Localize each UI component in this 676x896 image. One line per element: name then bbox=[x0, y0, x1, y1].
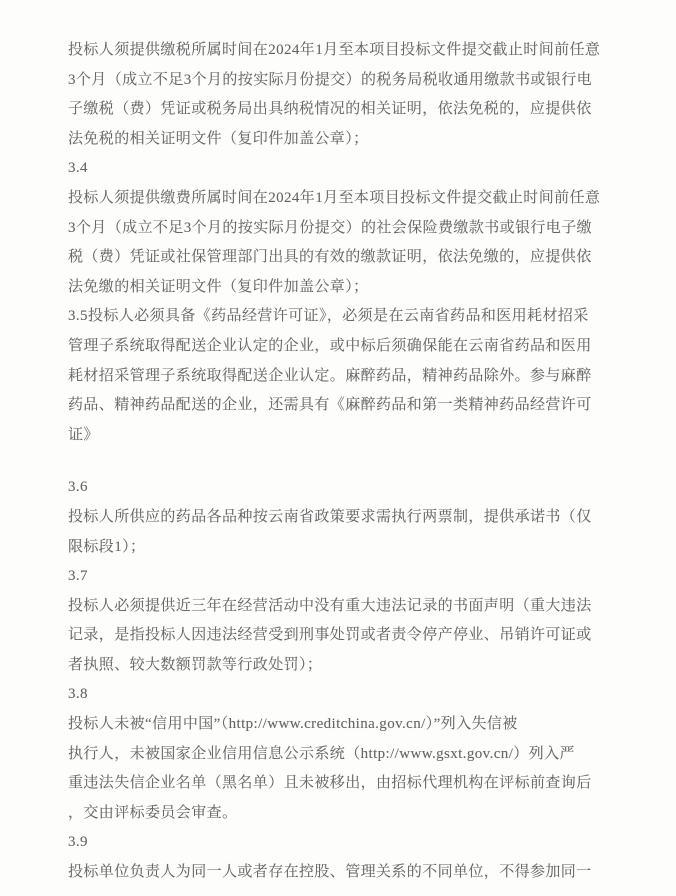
paragraph-3-3-line: 投标人须提供缴税所属时间在2024年1月至本项目投标文件提交截止时间前任意 bbox=[68, 42, 601, 58]
paragraph-3-5-line: 耗材招采管理子系统取得配送企业认定。麻醉药品，精神药品除外。参与麻醉 bbox=[68, 367, 592, 384]
paragraph-3-4-line: 3个月（成立不足3个月的按实际月份提交）的社会保险费缴款书或银行电子缴 bbox=[68, 219, 593, 236]
paragraph-3-8-line: 执行人，未被国家企业信用信息公示系统（http://www.gsxt.gov.cn/）列入严 bbox=[68, 745, 575, 762]
section-number-3-6: 3.6 bbox=[68, 479, 88, 496]
paragraph-3-3-line: 子缴税（费）凭证或税务局出具纳税情况的相关证明，依法免税的，应提供依 bbox=[68, 101, 592, 118]
paragraph-3-7-line: 记录，是指投标人因违法经营受到刑事处罚或者责令停产停业、吊销许可证或 bbox=[68, 627, 592, 644]
paragraph-3-8-line: ，交由评标委员会审查。 bbox=[68, 804, 238, 821]
paragraph-3-4-line: 税（费）凭证或社保管理部门出具的有效的缴款证明，依法免缴的，应提供依 bbox=[68, 249, 592, 266]
paragraph-3-5-line: 证》 bbox=[68, 426, 99, 443]
section-number-3-8: 3.8 bbox=[68, 686, 88, 703]
paragraph-3-8-line: 投标人未被“信用中国”（http://www.creditchina.gov.cn/）”列入失信被 bbox=[68, 716, 518, 733]
paragraph-3-5-line: 药品、精神药品配送的企业，还需具有《麻醉药品和第一类精神药品经营许可 bbox=[68, 397, 592, 414]
section-number-3-9: 3.9 bbox=[68, 834, 88, 851]
paragraph-3-5-line: 3.5投标人必须具备《药品经营许可证》，必须是在云南省药品和医用耗材招采 bbox=[68, 308, 589, 325]
paragraph-3-6-line: 投标人所供应的药品各品种按云南省政策要求需执行两票制，提供承诺书（仅 bbox=[68, 508, 592, 525]
paragraph-3-3-line: 法免税的相关证明文件（复印件加盖公章）； bbox=[68, 130, 369, 147]
paragraph-3-3-line: 3个月（成立不足3个月的按实际月份提交）的税务局税收通用缴款书或银行电 bbox=[68, 71, 593, 88]
section-number-3-7: 3.7 bbox=[68, 568, 88, 585]
paragraph-3-4-line: 投标人须提供缴费所属时间在2024年1月至本项目投标文件提交截止时间前任意 bbox=[68, 189, 601, 206]
blank-line bbox=[68, 450, 613, 473]
paragraph-3-7-line: 者执照、较大数额罚款等行政处罚）； bbox=[68, 656, 323, 673]
paragraph-3-9-line: 投标单位负责人为同一人或者存在控股、管理关系的不同单位，不得参加同一 bbox=[68, 864, 592, 881]
paragraph-3-4-line: 法免缴的相关证明文件（复印件加盖公章）； bbox=[68, 278, 369, 295]
paragraph-3-6-line: 限标段1）； bbox=[68, 538, 146, 555]
paragraph-3-7-line: 投标人必须提供近三年在经营活动中没有重大违法记录的书面声明（重大违法 bbox=[68, 597, 592, 614]
paragraph-3-5-line: 管理子系统取得配送企业认定的企业，或中标后须确保能在云南省药品和医用 bbox=[68, 337, 592, 354]
document-text-block bbox=[68, 36, 613, 888]
section-number-3-4: 3.4 bbox=[68, 160, 88, 177]
paragraph-3-8-line: 重违法失信企业名单（黑名单）且未被移出，由招标代理机构在评标前查询后 bbox=[68, 775, 592, 792]
